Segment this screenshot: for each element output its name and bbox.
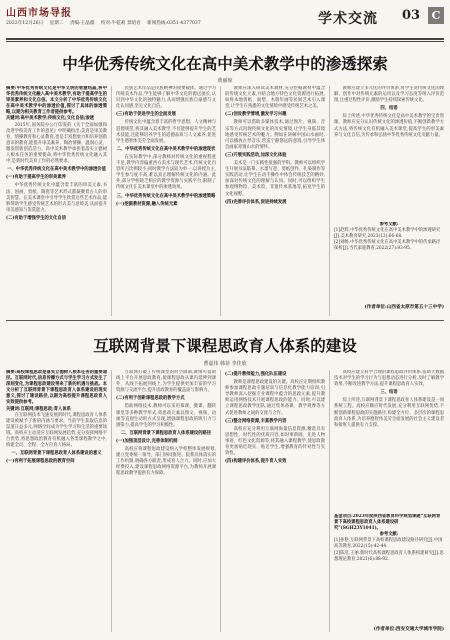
paragraph: 教师应建立多元化的评价体系,将学生对传统文化的理解、创作中对传统元素的运用以及学习态度等纳入评价范围,注重过程性评价,激励学生持续探索传统文化。 — [334, 86, 444, 104]
article1-references — [334, 222, 444, 302]
article2-column-2 — [116, 370, 216, 634]
column-separator — [111, 86, 112, 316]
subsection-heading: (一)挖掘教材资源,融入传统元素 — [116, 201, 178, 207]
subsection-heading: (四)完善评价体系,促进持续发展 — [225, 199, 287, 205]
article2-column-4 — [334, 370, 444, 510]
subsection-heading: (一)有助于提高学生的审美素养 — [6, 175, 66, 181]
article1-author: 黄丽琼 — [217, 78, 233, 84]
paragraph: 综上所述,互联网背景下课程思政育人体系建设是一项系统工程。高校应顺应时代发展,充分利用互联网优势,不断创新课程思政的实施路径,构建全方位、多层次的课程思政育人体系,为培养德智体美劳全面发展的社会主义建设者和接班人提供有力支撑。 — [334, 398, 444, 428]
fund-note: 基金项目:2023年度陕西省教育科学规划课题“互联网背景下高校课程思政育人体系建设研究”(SGH23Y1041)。 — [334, 514, 441, 532]
column-separator — [220, 370, 221, 632]
paragraph: 民族艺术作品是民族精神的重要载体。通过学习传统美术作品,学生能够了解中华文化的源远流长,认识到中华文化的独特魅力,从而增强民族自豪感与文化认同感,坚定文化自信。 — [116, 86, 216, 110]
article2-author: 曹嘉伟 韩菲 李佳欣 — [203, 361, 247, 367]
subsection-heading: (二)创设教学情境,激发学习兴趣 — [225, 112, 287, 118]
column-separator — [329, 370, 330, 632]
proofreader: 校对:牛乾莉 景昭君 — [100, 21, 141, 26]
subsection-heading: (二)有助于增强学生的文化自信 — [6, 215, 66, 221]
subsection-heading: (四)构建评价体系,提升育人实效 — [225, 459, 287, 465]
article1-title: 中华优秀传统文化在高中美术教学中的渗透探索 — [62, 55, 388, 73]
paragraph: 高校应将课程思政建设纳入学校整体发展规划,建立党委统一领导、部门协同推进、院系具体落实的工作机制,明确各方职责,形成育人合力。同时,应加大经费投入,建设课程思政网络资源平台,为教师开展课程思政教学提供有力保障。 — [116, 447, 216, 477]
paragraph: 2015年,国务院办公厅印发的《关于全面加强和改进学校美育工作的意见》中明确指出:美育是审美教育、情操教育和心灵教育,也是丰富想象力和培养创新意识的教育,能提升审美素养、陶冶情操、温润心灵、激发创新创造活力。高中美术教学承担着落实立德树人根本任务的重要使命,将中华优秀传统文化融入其中,是新时代美育工作的必然要求。 — [6, 122, 107, 165]
reference-item: [2]刘畅.中华优秀传统文化在高中美术教学中的传承路径探析[J].当代家庭教育,2022(27):93-95. — [334, 240, 441, 252]
section-heading: 三、结语 — [380, 390, 398, 396]
article1-column-2 — [116, 86, 216, 318]
paragraph: 教师应深入研读美术教材,充分挖掘教材中蕴含的传统文化元素,并结合地方特色文化资源进行拓展,如将本地剪纸、面塑、木版年画等民间艺术引入课堂,让学生在熟悉的文化情境中感受传统艺术之美。 — [225, 86, 325, 110]
article1-column-1 — [6, 86, 107, 318]
article2-column-3 — [225, 370, 325, 634]
article2-references — [334, 514, 444, 624]
masthead-rule-thin — [6, 41, 444, 42]
article1-column-4 — [334, 86, 444, 216]
references-title: 参考文献: — [379, 222, 399, 227]
paragraph: 互联网打破了传统课堂的时空限制,教师可借助线上平台开展思政教育,使课程思政从课内延伸到课外、从线下拓展到线上,为学生提供更加丰富的学习资源与交流平台,提升思政教育的覆盖面与影响力。 — [116, 370, 216, 394]
article2-affiliation: (作者单位:西安交通大学城市学院) — [373, 627, 444, 632]
paragraph: 传统文化中蕴含着丰富的哲学思想、人文精神与道德规范,将其融入美术教学,不仅能够提升学生的艺术技能,还能够培养学生的道德品质与人文素养,促进学生德智体美劳全面发展。 — [116, 120, 216, 144]
subsection-heading: (三)整合网络资源,丰富教学内容 — [225, 418, 287, 424]
page-number: 03 — [402, 8, 421, 23]
section-heading: 二、中华优秀传统文化在高中美术教学中的渗透现状 — [116, 146, 216, 152]
page-letter: C — [428, 7, 444, 24]
column-separator — [220, 86, 221, 316]
article1-column-3 — [225, 86, 325, 318]
column-separator — [111, 370, 112, 632]
paper-name: 山西市场导报 — [6, 8, 72, 19]
masthead — [6, 4, 444, 38]
paragraph: 在互联网技术飞速发展的时代,课程思政育人体系建设被赋予了新的内涵与要求。当前学生获取信息的渠道日益多元,网络空间成为学生学习和生活的重要场域。高校应主动适应互联网发展趋势,充分发挥网络平台优势,将思想政治教育有机融入各类课程教学之中,构建全员、全程、全方位育人格局。 — [6, 412, 107, 449]
section-heading: 一、互联网背景下课程思政育人体系建设的意义 — [11, 451, 102, 457]
paragraph: 教师可以借助多媒体技术,通过图片、视频、音乐等方式再现传统文化的历史情境,让学生身临其境地感受传统艺术的魅力。例如在讲解中国山水画时,可以播放古琴音乐,营造宁静悠远的意境,引导学生体会画家寄情山水的情怀。 — [225, 120, 325, 150]
paragraph: 高校应充分利用互联网海量信息资源,精选具有思想性、时代性的优质内容,如时事新闻、先进人物事迹、红色文化资源等,将其融入课程教学,使思政教育更加贴近现实、贴近学生,增强教育的针对性与实效性。 — [225, 426, 325, 457]
subsection-heading: (一)有利于拓展课程思政的教育空间 — [6, 459, 75, 465]
column-separator — [329, 86, 330, 316]
subsection-heading: (三)有助于促进学生的全面发展 — [116, 112, 176, 118]
reference-item: [2]陈浩,王丽.新时代高校课程思政育人体系构建研究[J].思想理论教育,2021(6):88-92. — [334, 550, 444, 562]
section-heading: 三、中华优秀传统文化在高中美术教学中的渗透策略 — [116, 193, 216, 199]
article2-title: 互联网背景下课程思政育人体系的建设 — [93, 337, 357, 355]
article2-keywords: 关键词:互联网;课程思政;育人体系 — [6, 406, 71, 412]
section-heading: 四、结语 — [380, 106, 398, 112]
news-hotline: 新闻热线:0351-4377037 — [147, 21, 201, 26]
masthead-rule — [6, 38, 444, 40]
subsection-heading: (一)加强顶层设计,完善体制机制 — [116, 438, 178, 444]
paragraph: 综上所述,中华优秀传统文化是高中美术教学的宝贵资源。教师应充分认识传统文化的渗透价值,不断创新教学方式方法,将传统文化有机融入美术课堂,提高学生的审美素养与文化自信,为传承和弘扬中华优秀传统文化贡献力量。 — [334, 114, 444, 138]
issue-date: 2023年12月26日 — [6, 21, 44, 26]
paragraph: 在实际教学中,部分教师对传统文化的重视程度不足,教学内容偏重西方美术与现代艺术,传统文化内容所占比例较小;同时教学方法较为单一,以讲授为主,学生参与度不高,难以真正理解传统文化的内涵。此外,部分学校缺乏相应的教学资源与实践平台,限制了传统文化在美术课堂中的渗透效果。 — [116, 154, 216, 191]
article-divider — [6, 320, 444, 321]
references-title: 参考文献: — [379, 532, 399, 538]
reference-item: [1]赵辉.中华优秀传统文化在高中美术教学中的渗透研究[J].美术教育研究,2023(12):66-68. — [334, 228, 441, 240]
paragraph: 教师是课程思政建设的关键。高校应定期组织教师参加课程思政专题培训与信息化教学能力培训,引导教师深入挖掘专业课程中蕴含的思政元素,提升教师运用网络技术开展课程思政的能力。同时,可以建立课程思政教学团队,通过集体备课、教学观摩等方式促进教师之间的交流与合作。 — [225, 380, 325, 416]
paragraph: 美术是一门实践性很强的学科。教师可以组织学生开展书法临摹、水墨写意、剪纸创作、扎染制作等实践活动,让学生在动手操作中体会传统技艺的精妙,加深对传统文化的理解与认同。同时,可以组织学生参观博物馆、美术馆、非遗传承基地等,拓宽学生的文化视野。 — [225, 161, 325, 197]
article2-column-1 — [6, 370, 107, 634]
article2-abstract: 摘要:高校课程思政是落实立德树人根本任务的重要途径。互联网时代,信息传播方式与学生学习方式发生了深刻变化,为课程思政建设带来了新的机遇与挑战。本文分析了互联网背景下课程思政育人体系建设的现实意义,探讨了建设路径,以期为高校提升课程思政育人实效提供参考。 — [6, 370, 107, 406]
section-heading: 一、中华优秀传统文化在高中美术教学中的渗透价值 — [7, 167, 106, 173]
editor: 责编:王晶薇 — [69, 21, 95, 26]
section-heading: 二、互联网背景下课程思政育人体系建设的路径 — [120, 430, 212, 436]
reference-item: [1]孙艳.互联网背景下高校课程思政建设路径研究[J].中国高等教育,2022(15):42-44. — [334, 538, 443, 550]
article1-keywords: 关键词:高中美术教学;传统文化;文化自信;渗透 — [6, 116, 94, 122]
subsection-heading: (三)开展实践活动,加深文化体验 — [225, 152, 287, 158]
paragraph: 借助网络技术,教师可以采用慕课、微课、翻转课堂等多种教学形式,将思政元素以图文、视频、动画等直观生动的方式呈现,增强课程思政的吸引力与感染力,提高学生的学习积极性。 — [116, 404, 216, 428]
subsection-heading: (二)提升教师能力,强化队伍建设 — [225, 372, 287, 377]
issue-weekday: 星期二 — [49, 21, 64, 26]
issue-meta — [6, 20, 206, 26]
subsection-heading: (二)有利于创新课程思政的教学方式 — [116, 396, 185, 402]
section-title: 学术交流 — [318, 11, 378, 27]
paragraph: 中华优秀传统文化中蕴含着丰富的审美元素,书法、国画、剪纸、陶瓷等艺术形式都凝聚着古人的审美智慧。在美术课堂中引导学生欣赏这些艺术作品,能够帮助学生感受传统艺术的形式美与意境美,从而提升审美感知与鉴赏能力。 — [6, 183, 107, 213]
paragraph: 高校应建立科学合理的课程思政评价体系,借助大数据技术对学生的学习行为与思想动态进行分析,及时了解教学效果,不断改进教学方法,提升课程思政育人实效。 — [334, 370, 444, 388]
article1-abstract: 摘要:中华优秀传统文化是中华文明的智慧结晶,将中华优秀传统文化融入高中美术教学,有助于提高学生的审美素养和文化自信。本文分析了中华优秀传统文化在高中美术教学中的渗透价值,探讨了具体的渗透策略,以期为相关教育工作者提供参考。 — [6, 86, 107, 116]
article1-affiliation: (作者单位:山西省太原市第五十三中学) — [364, 305, 444, 310]
